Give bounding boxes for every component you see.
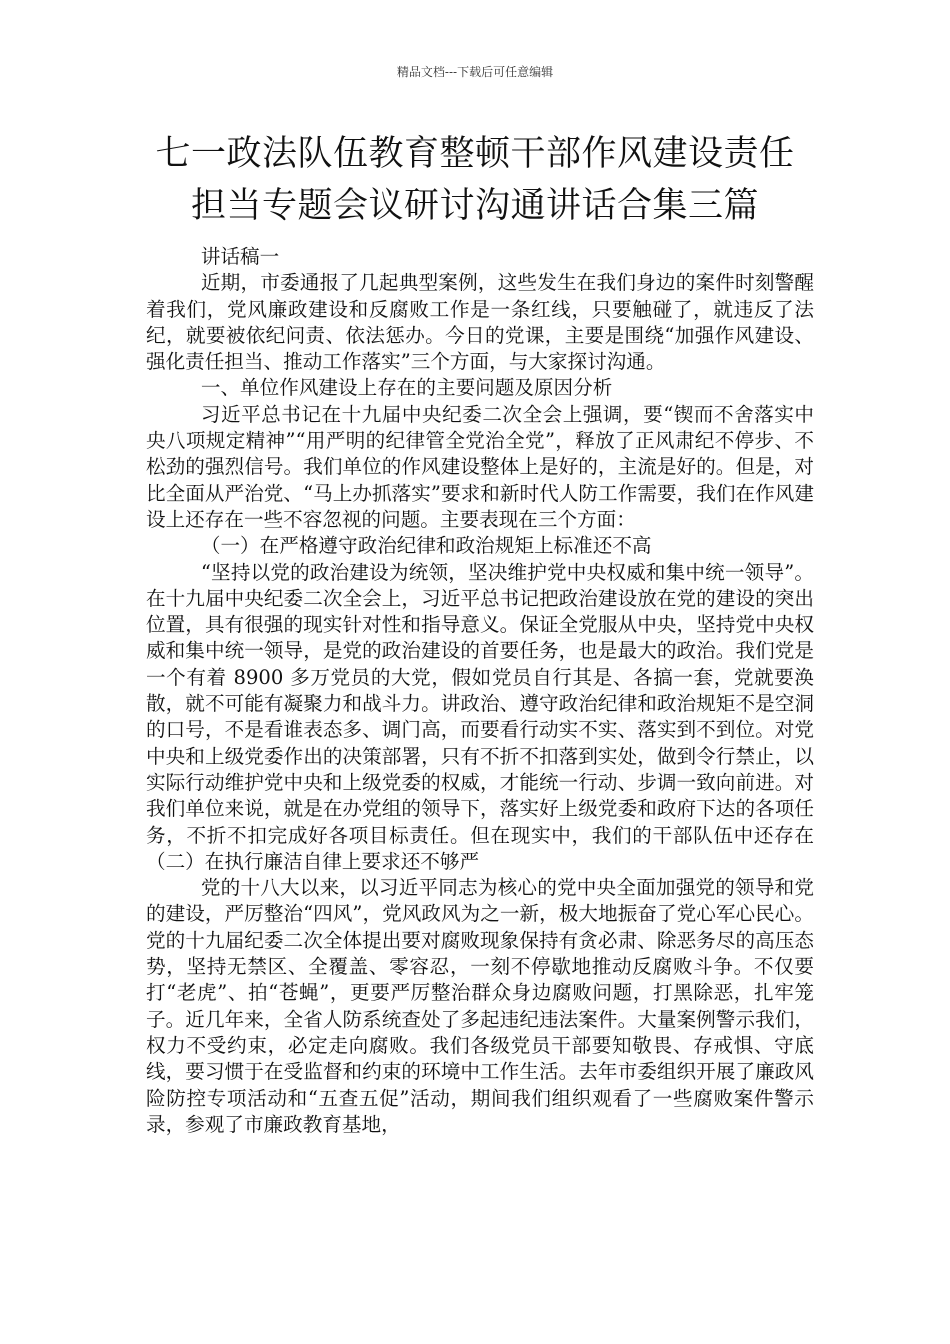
document-body [146, 244, 814, 1138]
document-title [140, 128, 810, 232]
title-line-1: 七一政法队伍教育整顿干部作风建设责任 [155, 134, 795, 174]
subsection-heading-1: （一）在严格遵守政治纪律和政治规矩上标准还不高 [200, 534, 652, 558]
paragraph-3: 党的十八大以来，以习近平同志为核心的党中央全面加强党的领导和党的建设，严厉整治“四风”，党风政风为之一新，极大地振奋了党心军心民心。党的十九届纪委二次全体提出要对腐败现象保持有贪必肃、除恶务尽的高压态势，坚持无禁区、全覆盖、零容忍，一刻不停歇地推动反腐败斗争。不仅要打“老虎”、拍“苍蝇”，更要严厉整治群众身边腐败问题，打黑除恶，扎牢笼子。近几年来，全省人防系统查处了多起违纪违法案件。大量案例警示我们，权力不受约束，必定走向腐败。我们各级党员干部要知敬畏、存戒惧、守底线，要习惯于在受监督和约束的环境中工作生活。去年市委组织开展了廉政风险防控专项活动和“五查五促”活动，期间我们组织观看了一些腐败案件警示录，参观了市廉政教育基地， [146, 876, 814, 1136]
header-note: 精品文档---下载后可任意编辑 [396, 65, 554, 79]
title-line-2: 担当专题会议研讨沟通讲话合集三篇 [190, 186, 759, 226]
paragraph-2: “坚持以党的政治建设为统领，坚决维护党中央权威和集中统一领导”。在十九届中央纪委二次全会上，习近平总书记把政治建设放在党的建设的突出位置，具有很强的现实针对性和指导意义。保证全党服从中央，坚持党中央权威和集中统一领导，是党的政治建设的首要任务，也是最大的政治。我们党是一个有着 8900 多万党员的大党，假如党员自行其是、各搞一套，党就要涣散，就不可能有凝聚力和战斗力。讲政治、遵守政治纪律和政治规矩不是空洞的口号，不是看谁表态多、调门高，而要看行动实不实、落实到不到位。对党中央和上级党委作出的决策部署，只有不折不扣落到实处，做到令行禁止，以实际行动维护党中央和上级党委的权威，才能统一行动、步调一致向前进。对我们单位来说，就是在办党组的领导下，落实好上级党委和政府下达的各项任务，不折不扣完成好各项目标责任。但在现实中，我们的干部队伍中还存在（二）在执行廉洁自律上要求还不够严 [146, 560, 814, 873]
section-heading-1: 一、单位作风建设上存在的主要问题及原因分析 [200, 376, 613, 400]
speech-label: 讲话稿一 [200, 245, 280, 268]
paragraph-1: 习近平总书记在十九届中央纪委二次全会上强调，要“锲而不舍落实中央八项规定精神”“用严明的纪律管全党治全党”，释放了正风肃纪不停步、不松劲的强烈信号。我们单位的作风建设整体上是好的，主流是好的。但是，对比全面从严治党、“马上办抓落实”要求和新时代人防工作需要，我们在作风建设上还存在一些不容忽视的问题。主要表现在三个方面： [146, 402, 814, 531]
paragraph-intro: 近期，市委通报了几起典型案例，这些发生在我们身边的案件时刻警醒着我们，党风廉政建设和反腐败工作是一条红线，只要触碰了，就违反了法纪，就要被依纪问责、依法惩办。今日的党课，主要是围绕“加强作风建设、强化责任担当、推动工作落实”三个方面，与大家探讨沟通。 [146, 271, 814, 374]
